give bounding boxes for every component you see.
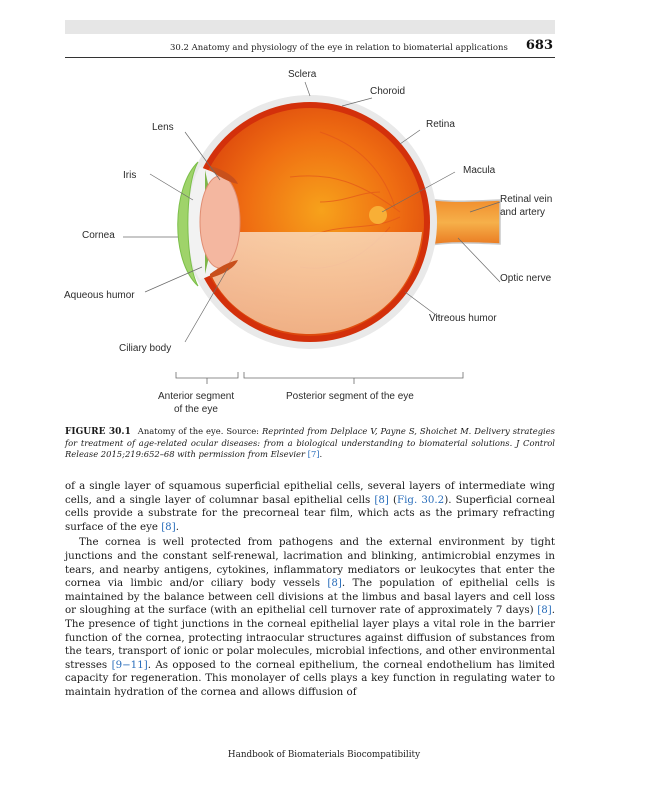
citation-link[interactable]: [8] [374,493,389,506]
running-head [65,38,555,56]
label-cornea: Cornea [82,230,115,241]
figure-caption: FIGURE 30.1 Anatomy of the eye. Source: Reprinted from Delplace V, Payne S, Shoichet M. Delivery strategies for treatment of age-related ocular diseases: from a biological understanding to biomaterial solutions. J Control Release 2015;219:652–68 with permission from Elsevier [7]. [65,426,555,460]
citation-link[interactable]: [8] [537,604,552,617]
label-anterior-segment: Anterior segment [158,391,235,402]
label-retina: Retina [426,119,455,130]
label-aqueous-humor: Aqueous humor [64,290,135,301]
label-posterior-segment: Posterior segment of the eye [286,391,414,402]
label-iris: Iris [123,170,137,181]
running-title: 30.2 Anatomy and physiology of the eye in relation to biomaterial applications [170,43,508,53]
citation-link[interactable]: [8] [161,520,176,533]
label-vitreous-humor: Vitreous humor [429,313,497,324]
label-choroid: Choroid [370,86,406,97]
paragraph-2: The cornea is well protected from pathogens and the external environment by tight junctions and the constant self-renewal, lacrimation and blinking, antimicrobial enzymes in tears, and nearby antigens, cytokines, inflammatory mediators or leukocytes that enter the cornea via limbic and/or ciliary body vessels [8]. The population of epithelial cells is maintained by the balance between cell divisions at the limbus and basal layers and cell loss or sloughing at the surface (with an epithelial cell turnover rate of approximately 7 days) [8]. The presence of tight junctions in the corneal epithelial layer plays a vital role in the barrier function of the cornea, protecting intraocular structures against diffusion of substances from the tears, transport of ionic or polar molecules, microbial infections, and other environmental stresses [9−11]. As opposed to the corneal epithelium, the corneal endothelium has limited capacity for regeneration. This monolayer of cells plays a key function in regulating water to maintain hydration of the cornea and allows diffusion of [65,536,555,698]
citation-link[interactable]: [8] [327,577,342,590]
label-optic-nerve: Optic nerve [500,273,552,284]
lens-shape [200,176,240,268]
header-bar [65,20,555,34]
label-anterior-of-eye: of the eye [174,404,218,415]
caption-title: Anatomy of the eye. Source: [137,426,259,436]
paragraph-1: of a single layer of squamous superficial epithelial cells, several layers of intermediate wing cells, and a single layer of columnar basal epithelial cells [8] (Fig. 30.2). Superficial corneal cells provide a substrate for the precorneal tear film, which acts as the primary refracting surface of the eye [8]. [65,480,555,533]
caption-ref-link[interactable]: [7] [307,449,320,460]
footer-book-title: Handbook of Biomaterials Biocompatibility [227,750,421,760]
caption-label: FIGURE 30.1 [65,427,131,437]
label-sclera: Sclera [288,69,317,80]
eye-diagram [60,62,560,422]
label-macula: Macula [463,165,496,176]
citation-link[interactable]: [9−11] [111,658,148,671]
caption-source: Reprinted from Delplace V, Payne S, Shoichet M. Delivery strategies for treatment of age-related ocular diseases: from a biological understanding to biomaterial solutions. J Control Release 2015;219:652–68 with permission from Elsevier [65,426,555,460]
label-lens: Lens [152,122,174,133]
header-rule [65,57,555,58]
eye-anatomy-figure [60,62,560,422]
label-retinal-artery: and artery [500,207,546,218]
label-retinal-vein: Retinal vein [500,194,553,205]
figure-link[interactable]: Fig. 30.2 [397,493,445,506]
macula-spot [369,206,387,224]
page-number: 683 [525,38,553,53]
body-text [65,480,555,700]
segment-brackets [176,372,463,384]
label-ciliary-body: Ciliary body [119,343,172,354]
